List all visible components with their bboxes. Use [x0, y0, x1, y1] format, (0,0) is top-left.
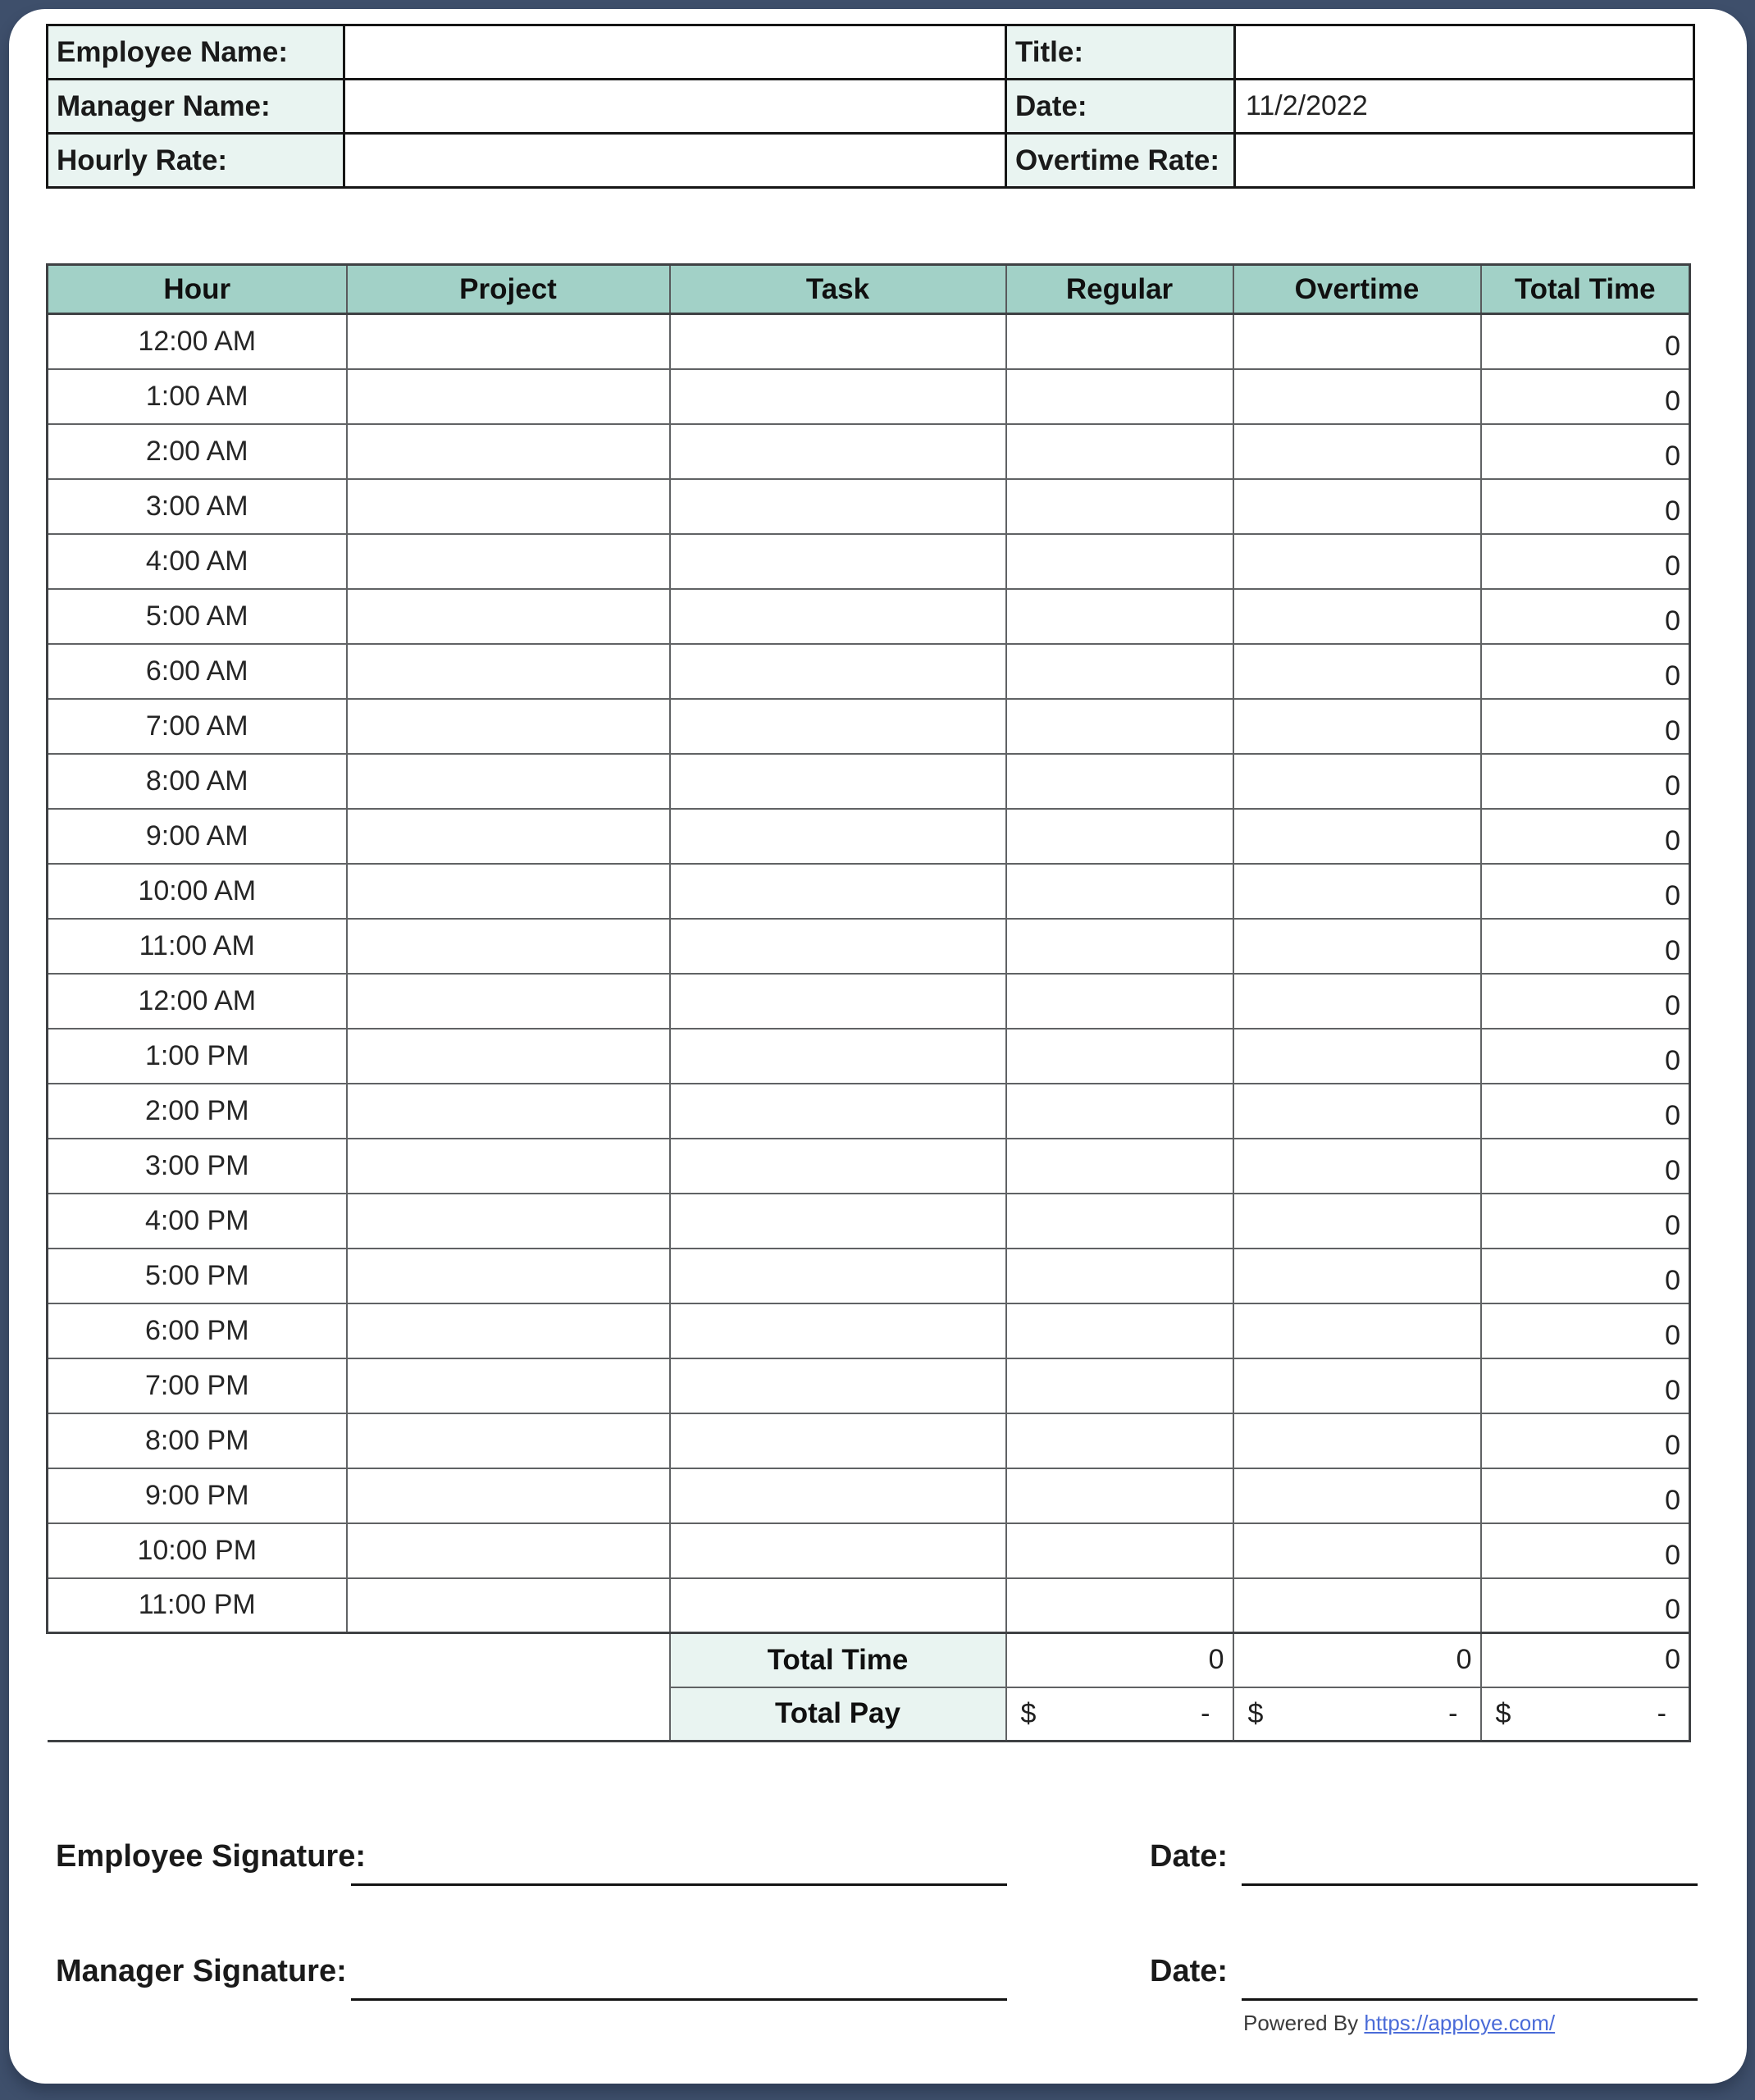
overtime-cell[interactable] [1233, 864, 1481, 919]
project-cell[interactable] [347, 1029, 670, 1084]
total-time-cell: 0 [1481, 919, 1690, 974]
timesheet-body [48, 314, 1690, 1633]
regular-cell[interactable] [1006, 1029, 1233, 1084]
hour-cell: 10:00 AM [48, 864, 347, 919]
pay-dash: - [1657, 1697, 1666, 1729]
overtime-cell[interactable] [1233, 424, 1481, 479]
hour-cell: 11:00 PM [48, 1578, 347, 1633]
total-time-cell: 0 [1481, 1084, 1690, 1139]
task-cell[interactable] [670, 1303, 1006, 1358]
manager-name-label: Manager Name: [48, 80, 344, 134]
timesheet-row [48, 1358, 1690, 1413]
task-cell[interactable] [670, 1249, 1006, 1303]
timesheet-row [48, 754, 1690, 809]
total-time-cell: 0 [1481, 1358, 1690, 1413]
project-cell[interactable] [347, 1578, 670, 1633]
project-cell[interactable] [347, 699, 670, 754]
total-time-cell: 0 [1481, 1468, 1690, 1523]
timesheet-row [48, 1139, 1690, 1194]
totals-spacer [48, 1687, 670, 1742]
task-cell[interactable] [670, 644, 1006, 699]
task-cell[interactable] [670, 1029, 1006, 1084]
regular-cell[interactable] [1006, 1303, 1233, 1358]
timesheet-row [48, 919, 1690, 974]
timesheet-row [48, 1249, 1690, 1303]
timesheet-row [48, 974, 1690, 1029]
task-cell[interactable] [670, 1084, 1006, 1139]
hour-cell: 12:00 AM [48, 314, 347, 369]
info-row-1 [48, 25, 1694, 80]
regular-cell[interactable] [1006, 1139, 1233, 1194]
total-time-total-value: 0 [1481, 1633, 1690, 1687]
total-time-column-header: Total Time [1481, 265, 1690, 314]
timesheet-row [48, 314, 1690, 369]
total-time-cell: 0 [1481, 314, 1690, 369]
total-time-cell: 0 [1481, 369, 1690, 424]
hour-cell: 5:00 PM [48, 1249, 347, 1303]
total-pay-regular-value [1006, 1687, 1233, 1742]
total-time-cell: 0 [1481, 644, 1690, 699]
overtime-cell[interactable] [1233, 534, 1481, 589]
overtime-cell[interactable] [1233, 699, 1481, 754]
task-cell[interactable] [670, 1523, 1006, 1578]
task-cell[interactable] [670, 754, 1006, 809]
hour-cell: 6:00 AM [48, 644, 347, 699]
project-cell[interactable] [347, 1413, 670, 1468]
regular-cell[interactable] [1006, 1578, 1233, 1633]
manager-signature-label: Manager Signature: [56, 1954, 347, 1988]
regular-cell[interactable] [1006, 919, 1233, 974]
manager-date-label: Date: [1150, 1954, 1228, 1988]
regular-cell[interactable] [1006, 754, 1233, 809]
regular-cell[interactable] [1006, 644, 1233, 699]
task-cell[interactable] [670, 534, 1006, 589]
project-cell[interactable] [347, 1523, 670, 1578]
hour-cell: 1:00 AM [48, 369, 347, 424]
apploye-link[interactable]: https://apploye.com/ [1364, 2011, 1556, 2035]
employee-name-label: Employee Name: [48, 25, 344, 80]
overtime-cell[interactable] [1233, 754, 1481, 809]
project-cell[interactable] [347, 809, 670, 864]
total-pay-overtime-value [1233, 1687, 1481, 1742]
total-time-cell: 0 [1481, 1523, 1690, 1578]
timesheet-row [48, 424, 1690, 479]
hour-cell: 3:00 PM [48, 1139, 347, 1194]
project-cell[interactable] [347, 424, 670, 479]
currency-symbol: $ [1020, 1697, 1037, 1729]
totals-spacer [48, 1633, 670, 1687]
timesheet-row [48, 1029, 1690, 1084]
total-time-cell: 0 [1481, 479, 1690, 534]
total-time-cell: 0 [1481, 974, 1690, 1029]
hour-cell: 9:00 AM [48, 809, 347, 864]
date-label: Date: [1006, 80, 1235, 134]
task-cell[interactable] [670, 1413, 1006, 1468]
regular-column-header: Regular [1006, 265, 1233, 314]
project-cell[interactable] [347, 1084, 670, 1139]
overtime-cell[interactable] [1233, 369, 1481, 424]
project-cell[interactable] [347, 314, 670, 369]
timesheet-table [46, 263, 1691, 1742]
task-cell[interactable] [670, 1358, 1006, 1413]
timesheet-row [48, 1523, 1690, 1578]
overtime-cell[interactable] [1233, 1084, 1481, 1139]
total-time-row [48, 1633, 1690, 1687]
employee-signature-row [56, 1827, 1701, 1886]
total-time-cell: 0 [1481, 1029, 1690, 1084]
task-cell[interactable] [670, 1194, 1006, 1249]
task-cell[interactable] [670, 919, 1006, 974]
timesheet-document [9, 9, 1747, 2084]
task-cell[interactable] [670, 809, 1006, 864]
currency-symbol: $ [1247, 1697, 1264, 1729]
project-cell[interactable] [347, 1249, 670, 1303]
hour-cell: 2:00 AM [48, 424, 347, 479]
hour-cell: 7:00 AM [48, 699, 347, 754]
title-field[interactable] [1235, 25, 1694, 80]
hourly-rate-label: Hourly Rate: [48, 134, 344, 188]
timesheet-row [48, 644, 1690, 699]
regular-cell[interactable] [1006, 1358, 1233, 1413]
project-cell[interactable] [347, 589, 670, 644]
total-time-cell: 0 [1481, 1578, 1690, 1633]
total-time-cell: 0 [1481, 754, 1690, 809]
timesheet-row [48, 1303, 1690, 1358]
task-cell[interactable] [670, 424, 1006, 479]
total-time-cell: 0 [1481, 1249, 1690, 1303]
regular-cell[interactable] [1006, 974, 1233, 1029]
task-cell[interactable] [670, 1139, 1006, 1194]
timesheet-header-row [48, 265, 1690, 314]
total-time-cell: 0 [1481, 1139, 1690, 1194]
overtime-cell[interactable] [1233, 1303, 1481, 1358]
task-cell[interactable] [670, 699, 1006, 754]
timesheet-row [48, 864, 1690, 919]
overtime-cell[interactable] [1233, 974, 1481, 1029]
project-cell[interactable] [347, 974, 670, 1029]
total-time-cell: 0 [1481, 1303, 1690, 1358]
total-time-regular-value: 0 [1006, 1633, 1233, 1687]
overtime-cell[interactable] [1233, 1194, 1481, 1249]
project-cell[interactable] [347, 1139, 670, 1194]
total-time-cell: 0 [1481, 534, 1690, 589]
total-pay-row [48, 1687, 1690, 1742]
overtime-cell[interactable] [1233, 809, 1481, 864]
regular-cell[interactable] [1006, 1084, 1233, 1139]
regular-cell[interactable] [1006, 1523, 1233, 1578]
timesheet-row [48, 1084, 1690, 1139]
info-row-3 [48, 134, 1694, 188]
pay-dash: - [1448, 1697, 1458, 1729]
hour-cell: 6:00 PM [48, 1303, 347, 1358]
overtime-cell[interactable] [1233, 1249, 1481, 1303]
project-cell[interactable] [347, 1194, 670, 1249]
hour-cell: 11:00 AM [48, 919, 347, 974]
timesheet-row [48, 1194, 1690, 1249]
footer [1243, 2011, 1555, 2036]
title-label: Title: [1006, 25, 1235, 80]
timesheet-row [48, 589, 1690, 644]
task-cell[interactable] [670, 1578, 1006, 1633]
regular-cell[interactable] [1006, 1468, 1233, 1523]
total-time-label: Total Time [670, 1633, 1006, 1687]
signature-section [56, 1827, 1701, 2001]
hour-cell: 1:00 PM [48, 1029, 347, 1084]
regular-cell[interactable] [1006, 479, 1233, 534]
employee-date-line[interactable] [1242, 1878, 1698, 1886]
project-cell[interactable] [347, 919, 670, 974]
currency-symbol: $ [1495, 1697, 1511, 1729]
overtime-cell[interactable] [1233, 314, 1481, 369]
task-cell[interactable] [670, 974, 1006, 1029]
overtime-cell[interactable] [1233, 1139, 1481, 1194]
regular-cell[interactable] [1006, 809, 1233, 864]
task-cell[interactable] [670, 1468, 1006, 1523]
timesheet-row [48, 1413, 1690, 1468]
hourly-rate-field[interactable] [344, 134, 1006, 188]
hour-cell: 5:00 AM [48, 589, 347, 644]
date-field[interactable]: 11/2/2022 [1235, 80, 1694, 134]
overtime-cell[interactable] [1233, 1468, 1481, 1523]
regular-cell[interactable] [1006, 589, 1233, 644]
timesheet-row [48, 1578, 1690, 1633]
total-time-cell: 0 [1481, 424, 1690, 479]
timesheet-row [48, 809, 1690, 864]
project-cell[interactable] [347, 754, 670, 809]
overtime-rate-field[interactable] [1235, 134, 1694, 188]
regular-cell[interactable] [1006, 534, 1233, 589]
timesheet-row [48, 534, 1690, 589]
project-cell[interactable] [347, 479, 670, 534]
total-time-cell: 0 [1481, 589, 1690, 644]
hour-cell: 2:00 PM [48, 1084, 347, 1139]
total-time-cell: 0 [1481, 864, 1690, 919]
task-cell[interactable] [670, 589, 1006, 644]
hour-cell: 4:00 AM [48, 534, 347, 589]
timesheet-row [48, 369, 1690, 424]
project-column-header: Project [347, 265, 670, 314]
regular-cell[interactable] [1006, 699, 1233, 754]
total-time-cell: 0 [1481, 1413, 1690, 1468]
employee-signature-label: Employee Signature: [56, 1839, 366, 1874]
regular-cell[interactable] [1006, 864, 1233, 919]
regular-cell[interactable] [1006, 1413, 1233, 1468]
task-cell[interactable] [670, 314, 1006, 369]
hour-cell: 8:00 PM [48, 1413, 347, 1468]
overtime-rate-label: Overtime Rate: [1006, 134, 1235, 188]
regular-cell[interactable] [1006, 369, 1233, 424]
regular-cell[interactable] [1006, 424, 1233, 479]
manager-signature-row [56, 1942, 1701, 2001]
overtime-cell[interactable] [1233, 1413, 1481, 1468]
hour-cell: 9:00 PM [48, 1468, 347, 1523]
manager-date-line[interactable] [1242, 1993, 1698, 2001]
powered-by-text: Powered By [1243, 2011, 1359, 2035]
overtime-cell[interactable] [1233, 1578, 1481, 1633]
total-time-cell: 0 [1481, 1194, 1690, 1249]
overtime-cell[interactable] [1233, 1523, 1481, 1578]
project-cell[interactable] [347, 1468, 670, 1523]
hour-cell: 4:00 PM [48, 1194, 347, 1249]
hour-cell: 12:00 AM [48, 974, 347, 1029]
manager-name-field[interactable] [344, 80, 1006, 134]
info-row-2 [48, 80, 1694, 134]
overtime-cell[interactable] [1233, 1358, 1481, 1413]
regular-cell[interactable] [1006, 1249, 1233, 1303]
overtime-cell[interactable] [1233, 1029, 1481, 1084]
task-cell[interactable] [670, 479, 1006, 534]
project-cell[interactable] [347, 369, 670, 424]
total-time-cell: 0 [1481, 809, 1690, 864]
overtime-cell[interactable] [1233, 644, 1481, 699]
total-time-cell: 0 [1481, 699, 1690, 754]
total-time-overtime-value: 0 [1233, 1633, 1481, 1687]
task-column-header: Task [670, 265, 1006, 314]
hour-cell: 3:00 AM [48, 479, 347, 534]
total-pay-label: Total Pay [670, 1687, 1006, 1742]
overtime-cell[interactable] [1233, 479, 1481, 534]
overtime-column-header: Overtime [1233, 265, 1481, 314]
project-cell[interactable] [347, 1358, 670, 1413]
task-cell[interactable] [670, 864, 1006, 919]
overtime-cell[interactable] [1233, 919, 1481, 974]
hour-cell: 8:00 AM [48, 754, 347, 809]
manager-signature-line[interactable] [351, 1993, 1007, 2001]
project-cell[interactable] [347, 864, 670, 919]
info-table [46, 24, 1695, 189]
overtime-cell[interactable] [1233, 589, 1481, 644]
timesheet-row [48, 479, 1690, 534]
hour-cell: 7:00 PM [48, 1358, 347, 1413]
employee-name-field[interactable] [344, 25, 1006, 80]
regular-cell[interactable] [1006, 314, 1233, 369]
timesheet-row [48, 1468, 1690, 1523]
timesheet-row [48, 699, 1690, 754]
hour-cell: 10:00 PM [48, 1523, 347, 1578]
employee-signature-line[interactable] [351, 1878, 1007, 1886]
project-cell[interactable] [347, 534, 670, 589]
employee-date-label: Date: [1150, 1839, 1228, 1874]
hour-column-header: Hour [48, 265, 347, 314]
project-cell[interactable] [347, 1303, 670, 1358]
total-pay-total-value [1481, 1687, 1690, 1742]
project-cell[interactable] [347, 644, 670, 699]
task-cell[interactable] [670, 369, 1006, 424]
regular-cell[interactable] [1006, 1194, 1233, 1249]
pay-dash: - [1201, 1697, 1210, 1729]
